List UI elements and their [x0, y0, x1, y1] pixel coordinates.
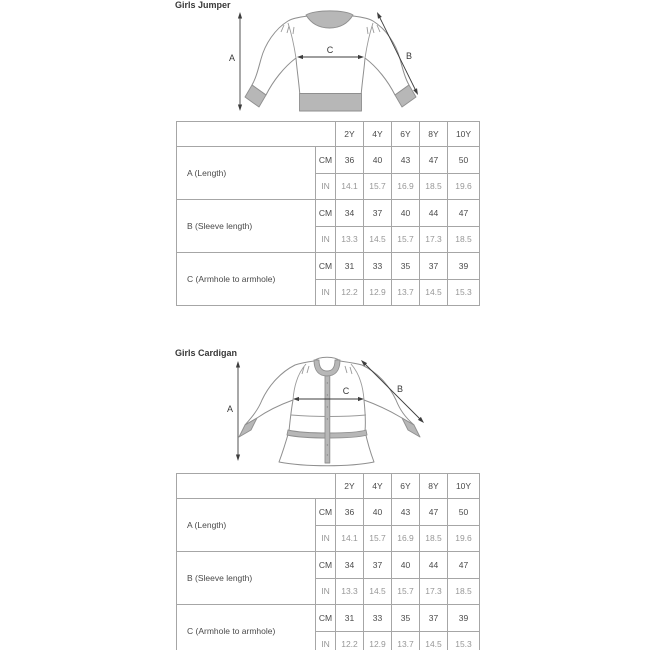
dimension-b-label: B: [405, 51, 413, 61]
cardigan-right-cuff: [402, 418, 420, 437]
corner-cell: [177, 122, 336, 147]
value-cell: 19.6: [448, 525, 480, 552]
dimension-b-label: B: [396, 384, 404, 394]
measurement-label: C (Armhole to armhole): [177, 605, 316, 650]
value-cell: 37: [420, 253, 448, 280]
jumper-hem-band: [300, 94, 362, 112]
value-cell: 37: [364, 200, 392, 227]
value-cell: 12.9: [364, 279, 392, 306]
value-cell: 15.7: [364, 525, 392, 552]
size-header: 10Y: [448, 122, 480, 147]
value-cell: 34: [336, 200, 364, 227]
measurement-label: B (Sleeve length): [177, 552, 316, 605]
cardigan-size-table: [176, 473, 480, 650]
value-cell: 13.3: [336, 578, 364, 605]
value-cell: 17.3: [420, 226, 448, 253]
unit-in: IN: [316, 578, 336, 605]
value-cell: 18.5: [420, 173, 448, 200]
value-cell: 18.5: [420, 525, 448, 552]
unit-in: IN: [316, 173, 336, 200]
value-cell: 40: [364, 499, 392, 526]
dimension-a-label: A: [226, 404, 234, 414]
value-cell: 31: [336, 605, 364, 632]
value-cell: 17.3: [420, 578, 448, 605]
value-cell: 47: [448, 552, 480, 579]
size-header: 6Y: [392, 122, 420, 147]
value-cell: 14.5: [364, 578, 392, 605]
value-cell: 14.5: [420, 279, 448, 306]
value-cell: 35: [392, 605, 420, 632]
unit-in: IN: [316, 279, 336, 306]
value-cell: 19.6: [448, 173, 480, 200]
unit-cm: CM: [316, 253, 336, 280]
value-cell: 40: [364, 147, 392, 174]
value-cell: 44: [420, 552, 448, 579]
size-header: 2Y: [336, 474, 364, 499]
value-cell: 15.7: [392, 578, 420, 605]
value-cell: 15.3: [448, 279, 480, 306]
unit-in: IN: [316, 226, 336, 253]
value-cell: 43: [392, 147, 420, 174]
value-cell: 40: [392, 552, 420, 579]
jumper-size-table: [176, 121, 480, 306]
jumper-illustration: [225, 8, 435, 118]
size-header: 8Y: [420, 474, 448, 499]
value-cell: 47: [420, 147, 448, 174]
unit-cm: CM: [316, 200, 336, 227]
arrowhead-icon: [236, 455, 240, 462]
value-cell: 43: [392, 499, 420, 526]
value-cell: 14.5: [420, 631, 448, 650]
value-cell: 12.2: [336, 631, 364, 650]
unit-cm: CM: [316, 499, 336, 526]
value-cell: 34: [336, 552, 364, 579]
value-cell: 40: [392, 200, 420, 227]
value-cell: 14.5: [364, 226, 392, 253]
value-cell: 35: [392, 253, 420, 280]
size-header: 8Y: [420, 122, 448, 147]
value-cell: 37: [364, 552, 392, 579]
value-cell: 14.1: [336, 525, 364, 552]
size-header: 4Y: [364, 474, 392, 499]
size-header: 6Y: [392, 474, 420, 499]
value-cell: 31: [336, 253, 364, 280]
value-cell: 39: [448, 253, 480, 280]
section-title-jumper: Girls Jumper: [175, 0, 231, 10]
arrowhead-icon: [238, 105, 242, 112]
value-cell: 16.9: [392, 525, 420, 552]
corner-cell: [177, 474, 336, 499]
value-cell: 15.7: [364, 173, 392, 200]
value-cell: 12.2: [336, 279, 364, 306]
value-cell: 39: [448, 605, 480, 632]
size-header: 4Y: [364, 122, 392, 147]
arrowhead-icon: [238, 12, 242, 19]
value-cell: 15.3: [448, 631, 480, 650]
measurement-label: A (Length): [177, 499, 316, 552]
unit-cm: CM: [316, 147, 336, 174]
value-cell: 13.3: [336, 226, 364, 253]
value-cell: 50: [448, 499, 480, 526]
value-cell: 37: [420, 605, 448, 632]
value-cell: 15.7: [392, 226, 420, 253]
size-header: 10Y: [448, 474, 480, 499]
value-cell: 33: [364, 605, 392, 632]
arrowhead-icon: [377, 12, 382, 19]
size-header: 2Y: [336, 122, 364, 147]
value-cell: 36: [336, 499, 364, 526]
unit-in: IN: [316, 525, 336, 552]
arrowhead-icon: [236, 361, 240, 368]
measurement-label: A (Length): [177, 147, 316, 200]
value-cell: 13.7: [392, 279, 420, 306]
value-cell: 13.7: [392, 631, 420, 650]
cardigan-illustration: [225, 355, 435, 470]
value-cell: 14.1: [336, 173, 364, 200]
measurement-label: C (Armhole to armhole): [177, 253, 316, 306]
value-cell: 47: [448, 200, 480, 227]
value-cell: 47: [420, 499, 448, 526]
unit-cm: CM: [316, 552, 336, 579]
measurement-label: B (Sleeve length): [177, 200, 316, 253]
value-cell: 50: [448, 147, 480, 174]
value-cell: 16.9: [392, 173, 420, 200]
dimension-c-label: C: [342, 386, 350, 396]
unit-cm: CM: [316, 605, 336, 632]
unit-in: IN: [316, 631, 336, 650]
dimension-c-label: C: [326, 45, 334, 55]
value-cell: 18.5: [448, 578, 480, 605]
section-title-cardigan: Girls Cardigan: [175, 348, 238, 358]
value-cell: 12.9: [364, 631, 392, 650]
value-cell: 36: [336, 147, 364, 174]
value-cell: 33: [364, 253, 392, 280]
value-cell: 18.5: [448, 226, 480, 253]
value-cell: 44: [420, 200, 448, 227]
dimension-a-label: A: [228, 53, 236, 63]
